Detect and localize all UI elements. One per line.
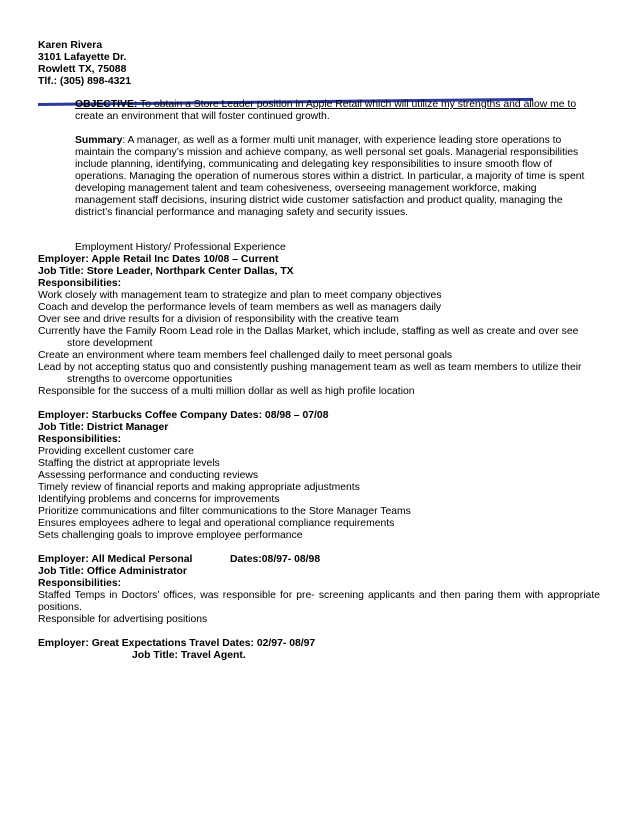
job-2-item: Identifying problems and concerns for improvements [38, 494, 280, 505]
city-address: Rowlett TX, 75088 [38, 64, 127, 75]
job-1-title: Job Title: Store Leader, Northpark Center Dallas, TX [38, 266, 294, 277]
job-3-responsibilities-label: Responsibilities: [38, 578, 122, 589]
job-1-item: Currently have the Family Room Lead role in the Dallas Market, which include, staffing as well as create and over see [38, 326, 579, 337]
employment-history-heading: Employment History/ Professional Experience [75, 242, 286, 253]
applicant-name: Karen Rivera [38, 40, 103, 51]
job-3-employer: Employer: All Medical Personal [38, 554, 193, 565]
job-3-item: Responsible for advertising positions [38, 614, 208, 625]
job-1-item-continuation: strengths to overcome opportunities [67, 374, 233, 385]
job-2-item: Timely review of financial reports and making appropriate adjustments [38, 482, 360, 493]
job-1-item-continuation: store development [67, 338, 153, 349]
job-2-item: Staffing the district at appropriate levels [38, 458, 220, 469]
objective-text-1: To obtain a Store Leader position in Apple Retail which will utilize my strengths and allow me to [137, 99, 577, 110]
summary-text: : A manager, as well as a former multi unit manager, with experience leading store operations to maintain the company’s mission and achieve company, as well personal set goals. Managerial responsibilities include planning, identifying, communicating and delegating key responsibilities to insure smooth flow of operations. Managing the operation of numerous stores within a district. In particular, a majority of time is spent developing management talent and team cohesiveness, overseeing management workforce, making management staff decisions, insuring district wide customer satisfaction and product quality, managing the district’s financial performance and managing safety and security issues. [75, 135, 585, 218]
job-1-item: Create an environment where team members feel challenged daily to meet personal goals [38, 350, 453, 361]
street-address: 3101 Lafayette Dr. [38, 52, 127, 63]
objective-text-2: create an environment that will foster continued growth. [75, 111, 330, 122]
job-2-item: Prioritize communications and filter communications to the Store Manager Teams [38, 506, 411, 517]
job-4-employer: Employer: Great Expectations Travel Dates: 02/97- 08/97 [38, 638, 316, 649]
job-2-item: Providing excellent customer care [38, 446, 194, 457]
job-1-item: Over see and drive results for a division of responsibility with the creative team [38, 314, 399, 325]
job-4-title: Job Title: Travel Agent. [132, 650, 246, 661]
job-3-dates: Dates:08/97- 08/98 [230, 554, 321, 565]
summary-label: Summary [75, 135, 123, 146]
job-2-title: Job Title: District Manager [38, 422, 169, 433]
summary-paragraph [75, 135, 590, 219]
job-1-item: Responsible for the success of a multi million dollar as well as high profile location [38, 386, 415, 397]
job-1-item: Lead by not accepting status quo and consistently pushing management team as well as team members to utilize their [38, 362, 582, 373]
phone-number: Tlf.: (305) 898-4321 [38, 76, 131, 87]
job-3-title: Job Title: Office Administrator [38, 566, 187, 577]
job-2-item: Sets challenging goals to improve employee performance [38, 530, 303, 541]
job-1-responsibilities-label: Responsibilities: [38, 278, 122, 289]
objective-line-1 [75, 99, 576, 111]
job-2-item: Assessing performance and conducting reviews [38, 470, 259, 481]
job-1-item: Coach and develop the performance levels of team members as well as managers daily [38, 302, 442, 313]
job-1-item: Work closely with management team to strategize and plan to meet company objectives [38, 290, 442, 301]
job-1-employer: Employer: Apple Retail Inc Dates 10/08 – Current [38, 254, 279, 265]
job-2-item: Ensures employees adhere to legal and operational compliance requirements [38, 518, 395, 529]
job-3-item: Staffed Temps in Doctors’ offices, was responsible for pre- screening applicants and then paring them with appropriate positions. [38, 590, 600, 613]
job-2-responsibilities-label: Responsibilities: [38, 434, 122, 445]
job-2-employer: Employer: Starbucks Coffee Company Dates: 08/98 – 07/08 [38, 410, 329, 421]
objective-label: OBJECTIVE: [75, 99, 138, 110]
